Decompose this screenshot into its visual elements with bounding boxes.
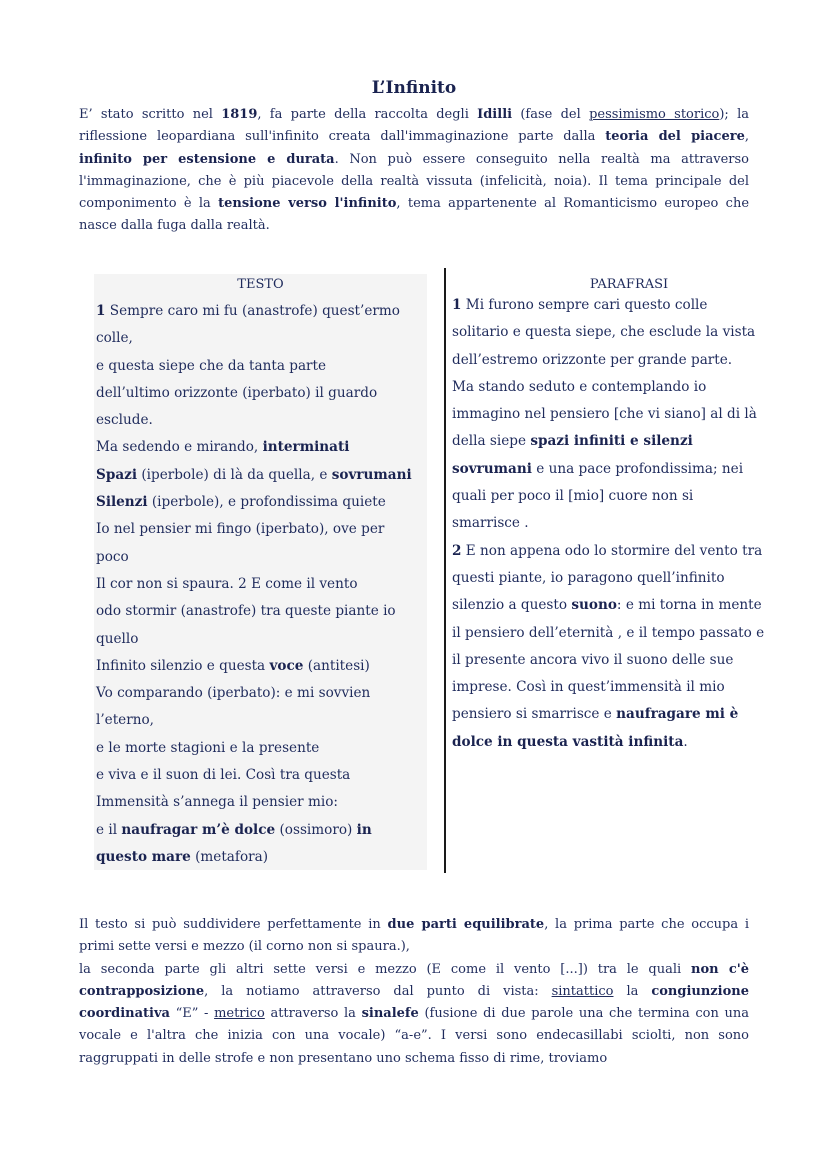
verse-line	[96, 735, 427, 762]
text-run: e viva e il suon di lei. Così tra questa	[96, 767, 351, 784]
text-run: pensiero si smarrisce e	[452, 706, 617, 723]
verse-line	[96, 762, 427, 789]
text-run: e una pace profondissima; nei	[531, 460, 744, 477]
verse-line	[96, 298, 427, 325]
verse-line	[452, 729, 784, 756]
verse-line	[96, 544, 427, 571]
text-run: Sempre caro mi fu (anastrofe) quest’ermo	[105, 303, 400, 319]
text-run: pessimismo storico	[589, 107, 720, 122]
text-run: sinalefe	[361, 1006, 419, 1022]
text-run: teoria del piacere	[605, 129, 745, 145]
text-run: Infinito silenzio e questa	[96, 657, 270, 674]
text-run: in	[356, 821, 372, 838]
text-run: infinito per estensione e durata	[79, 151, 335, 167]
verse-line	[96, 789, 427, 816]
text-run: e le morte stagioni e la presente	[96, 739, 320, 756]
intro-paragraph	[79, 104, 749, 238]
verse-line	[96, 653, 427, 680]
text-run: colle,	[96, 330, 133, 347]
text-run: , la prima parte che occupa i primi sette versi e mezzo (il corno non si spaura.),	[79, 917, 749, 955]
text-run: Io nel pensier mi fingo (iperbato), ove per	[96, 521, 385, 538]
verse-line	[452, 428, 784, 455]
text-run: interminati	[262, 439, 350, 456]
verse-line	[96, 380, 427, 407]
text-run: . Non può essere conseguito nella realtà ma attraverso l'immaginazione, che è più piacevole della realtà vissuta (infelicità, noia). Il tema principale del componimento è la	[79, 151, 749, 212]
text-run: Immensità s’annega il pensier mio:	[96, 794, 338, 811]
text-run: E non appena odo lo stormire del vento tra	[461, 542, 763, 559]
text-run: (iperbole), e profondissima quiete	[147, 494, 386, 511]
text-run: smarrisce .	[452, 515, 529, 532]
text-run: silenzio a questo	[452, 597, 572, 614]
verse-line	[452, 647, 784, 674]
text-run: e questa siepe che da tanta parte	[96, 357, 327, 374]
text-run: la	[613, 983, 652, 999]
verse-line	[452, 674, 784, 701]
text-run: E’ stato scritto nel	[79, 107, 222, 122]
text-run: odo stormir (anastrofe) tra queste piante io	[96, 603, 396, 620]
text-run: questi piante, io paragono quell’infinito	[452, 569, 725, 586]
verse-line	[96, 598, 427, 625]
text-run: sovrumani	[331, 466, 412, 483]
text-run: (iperbole) di là da quella, e	[137, 466, 332, 483]
text-run: (fase del	[512, 107, 590, 122]
verse-line	[452, 347, 784, 374]
text-run: , fa parte della raccolta degli	[257, 107, 478, 122]
text-run: naufragar m’è dolce	[121, 821, 276, 838]
column-divider	[444, 268, 446, 873]
text-run: : e mi torna in mente	[616, 597, 762, 614]
parafrasi-lines	[452, 292, 784, 756]
verse-line	[96, 707, 427, 734]
text-run: solitario e questa siepe, che esclude la vista	[452, 324, 756, 341]
text-run: l’eterno,	[96, 712, 154, 729]
text-run: 1	[96, 303, 106, 319]
text-run: 1819	[221, 107, 258, 122]
verse-line	[96, 489, 427, 516]
text-run: , la notiamo attraverso dal punto di vista:	[204, 983, 552, 999]
text-run: il presente ancora vivo il suono delle sue	[452, 651, 734, 668]
text-run: Silenzi	[96, 494, 148, 511]
text-run: attraverso la	[264, 1006, 362, 1022]
analysis-paragraph	[79, 914, 749, 1070]
text-run: Ma stando seduto e contemplando io	[452, 378, 707, 395]
text-run: la seconda parte gli altri sette versi e mezzo (E come il vento [...]) tra le quali	[79, 961, 692, 977]
text-run: (ossimoro)	[275, 821, 357, 838]
verse-line	[452, 292, 784, 319]
text-run: due parti equilibrate	[387, 917, 545, 932]
verse-line	[452, 592, 784, 619]
text-run: e il	[96, 821, 122, 838]
text-run: non c'è contrapposizione	[79, 961, 749, 999]
verse-line	[452, 319, 784, 346]
verse-line	[452, 538, 784, 565]
verse-line	[452, 510, 784, 537]
verse-line	[96, 844, 427, 871]
text-run: Il cor non si spaura. 2 E come il vento	[96, 575, 358, 592]
text-run: .	[683, 733, 688, 750]
text-run: (antitesi)	[303, 657, 370, 674]
testo-column	[94, 274, 427, 870]
verse-line	[452, 620, 784, 647]
text-run: Idilli	[477, 107, 513, 122]
text-run: poco	[96, 548, 129, 565]
text-run: (metafora)	[190, 848, 269, 865]
text-run: dell’estremo orizzonte per grande parte.	[452, 351, 733, 368]
verse-line	[96, 434, 427, 461]
text-run: ); la riflessione leopardiana sull'infinito creata dall'immaginazione parte dalla	[79, 107, 749, 145]
verse-line	[452, 401, 784, 428]
text-run: della siepe	[452, 433, 531, 450]
verse-line	[452, 483, 784, 510]
text-run: “E” -	[169, 1006, 215, 1022]
text-run: Mi furono sempre cari questo colle	[461, 297, 708, 313]
text-run: dell’ultimo orizzonte (iperbato) il guardo	[96, 384, 378, 401]
verse-line	[96, 325, 427, 352]
text-run: voce	[269, 657, 304, 674]
text-run: sovrumani	[452, 460, 532, 477]
text-run: naufragare mi è	[616, 706, 739, 723]
verse-line	[96, 516, 427, 543]
text-run: suono	[571, 597, 617, 614]
text-run: esclude.	[96, 412, 153, 429]
verse-line	[452, 456, 784, 483]
text-run: 2	[452, 542, 462, 559]
text-run: ,	[744, 129, 749, 145]
verse-line	[96, 680, 427, 707]
verse-line	[452, 565, 784, 592]
text-run: Spazi	[96, 466, 138, 483]
verse-line	[96, 626, 427, 653]
text-run: tensione verso l'infinito	[218, 196, 397, 212]
text-run: 1	[452, 297, 462, 313]
text-run: quello	[96, 630, 139, 647]
text-run: metrico	[214, 1006, 265, 1022]
parafrasi-column	[452, 274, 784, 756]
text-run: quali per poco il [mio] cuore non si	[452, 488, 694, 505]
verse-line	[96, 407, 427, 434]
text-run: immagino nel pensiero [che vi siano] al di là	[452, 406, 757, 423]
text-run: sintattico	[551, 983, 614, 999]
verse-line	[96, 817, 427, 844]
text-run: il pensiero dell’eternità , e il tempo passato e	[452, 624, 765, 641]
testo-heading: TESTO	[237, 277, 284, 292]
text-run: congiunzione coordinativa	[79, 983, 749, 1022]
verse-line	[452, 701, 784, 728]
verse-line	[96, 353, 427, 380]
text-run: dolce in questa vastità infinita	[452, 733, 684, 750]
verse-line	[96, 462, 427, 489]
page-title: L’Infinito	[371, 78, 457, 98]
text-run: spazi infiniti e silenzi	[530, 433, 693, 450]
text-run: Il testo si può suddividere perfettamente in	[79, 917, 388, 932]
text-run: imprese. Così in quest’immensità il mio	[452, 679, 725, 696]
verse-line	[452, 374, 784, 401]
text-run: Ma sedendo e mirando,	[96, 439, 263, 456]
text-run: , tema appartenente al Romanticismo europeo che nasce dalla fuga dalla realtà.	[79, 196, 750, 234]
parafrasi-heading: PARAFRASI	[589, 277, 669, 292]
text-run: questo mare	[96, 848, 191, 865]
testo-lines	[94, 298, 427, 871]
text-run: (fusione di due parole una che termina con una vocale e l'altra che inizia con una vocale) “a-e”. I versi sono endecasillabi sciolti, non sono raggruppati in delle strofe e non presentano uno schema fisso di rime, troviamo	[79, 1006, 750, 1066]
verse-line	[96, 571, 427, 598]
text-run: Vo comparando (iperbato): e mi sovvien	[96, 685, 371, 702]
